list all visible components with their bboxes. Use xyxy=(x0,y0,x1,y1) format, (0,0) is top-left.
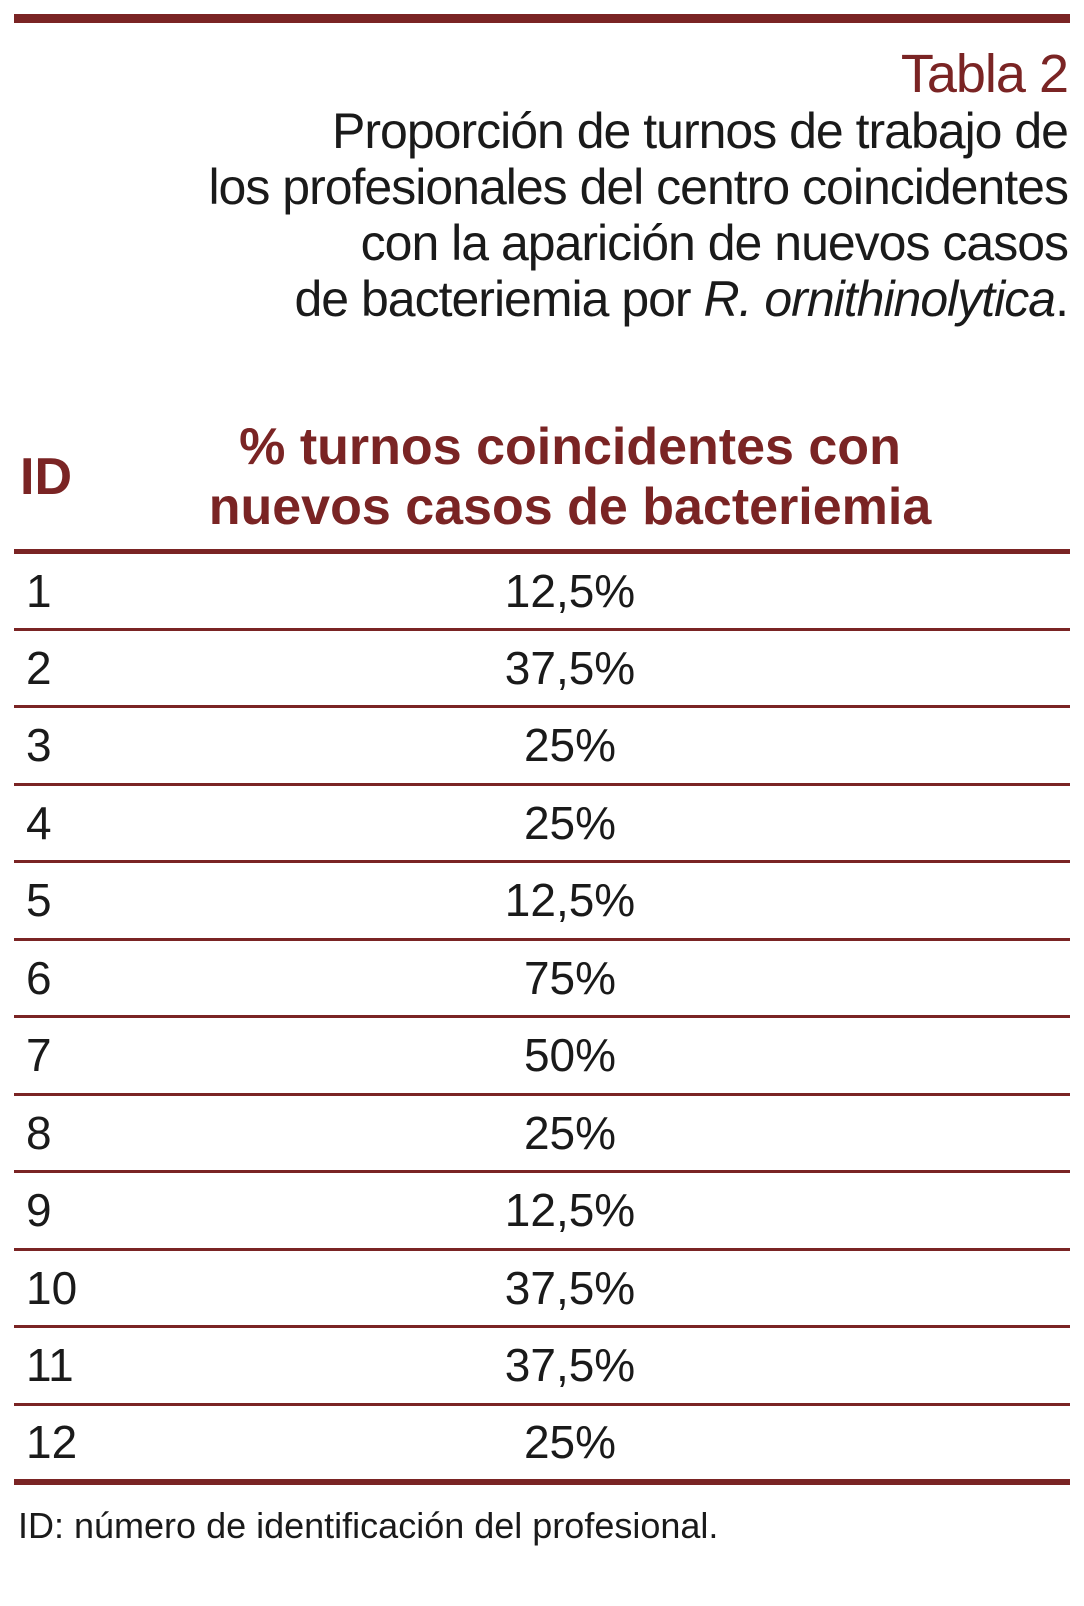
cell-id: 9 xyxy=(26,1184,52,1237)
table-row xyxy=(14,784,1070,862)
table-title xyxy=(14,103,1068,327)
title-line: los profesionales del centro coincidentes xyxy=(208,159,1068,215)
cell-pct: 37,5% xyxy=(504,1339,636,1392)
cell-pct: 25% xyxy=(523,796,617,849)
cell-id: 1 xyxy=(26,564,52,617)
footnote: ID: número de identificación del profesional. xyxy=(18,1504,719,1546)
title-suffix: . xyxy=(1055,271,1068,327)
title-line: con la aparición de nuevos casos xyxy=(360,215,1068,271)
cell-pct: 37,5% xyxy=(504,1261,636,1314)
header-pct-line2: nuevos casos de bacteriemia xyxy=(208,478,932,536)
cell-id: 11 xyxy=(26,1339,74,1392)
cell-id: 4 xyxy=(26,796,52,849)
table-number: Tabla 2 xyxy=(900,44,1068,104)
cell-pct: 25% xyxy=(523,1416,617,1468)
table-row xyxy=(14,1327,1070,1405)
header-id: ID xyxy=(20,448,72,506)
table-row xyxy=(14,1094,1070,1172)
cell-id: 2 xyxy=(26,641,52,694)
cell-pct: 25% xyxy=(523,1106,617,1159)
table-row xyxy=(14,1017,1070,1095)
cell-id: 3 xyxy=(26,719,52,772)
cell-pct: 12,5% xyxy=(504,564,636,617)
table-row xyxy=(14,707,1070,785)
table-row xyxy=(14,552,1070,630)
table-body xyxy=(14,552,1070,1482)
cell-id: 8 xyxy=(26,1106,52,1159)
cell-id: 12 xyxy=(26,1416,78,1468)
cell-id: 6 xyxy=(26,951,52,1004)
table-row xyxy=(14,1172,1070,1250)
title-line-last xyxy=(14,271,1068,327)
data-table xyxy=(14,417,1070,1485)
cell-pct: 37,5% xyxy=(504,641,636,694)
table-caption xyxy=(14,45,1070,327)
top-rule xyxy=(14,14,1070,23)
header-pct-line1: % turnos coincidentes con xyxy=(239,418,901,476)
cell-pct: 25% xyxy=(523,719,617,772)
table-row xyxy=(14,862,1070,940)
header-pct xyxy=(130,417,1070,552)
title-line: Proporción de turnos de trabajo de xyxy=(332,103,1068,159)
table-row xyxy=(14,629,1070,707)
cell-pct: 75% xyxy=(523,951,617,1004)
cell-id: 5 xyxy=(26,874,52,927)
cell-pct: 50% xyxy=(523,1029,617,1082)
title-prefix: de bacteriemia por xyxy=(294,271,704,327)
header-row xyxy=(14,417,1070,552)
table-figure xyxy=(14,14,1070,1547)
cell-id: 7 xyxy=(26,1029,52,1082)
cell-pct: 12,5% xyxy=(504,874,636,927)
table-row xyxy=(14,939,1070,1017)
species-name: R. ornithinolytica xyxy=(703,271,1056,327)
table-row xyxy=(14,1249,1070,1327)
cell-id: 10 xyxy=(26,1261,78,1314)
cell-pct: 12,5% xyxy=(504,1184,636,1237)
table-row xyxy=(14,1404,1070,1482)
